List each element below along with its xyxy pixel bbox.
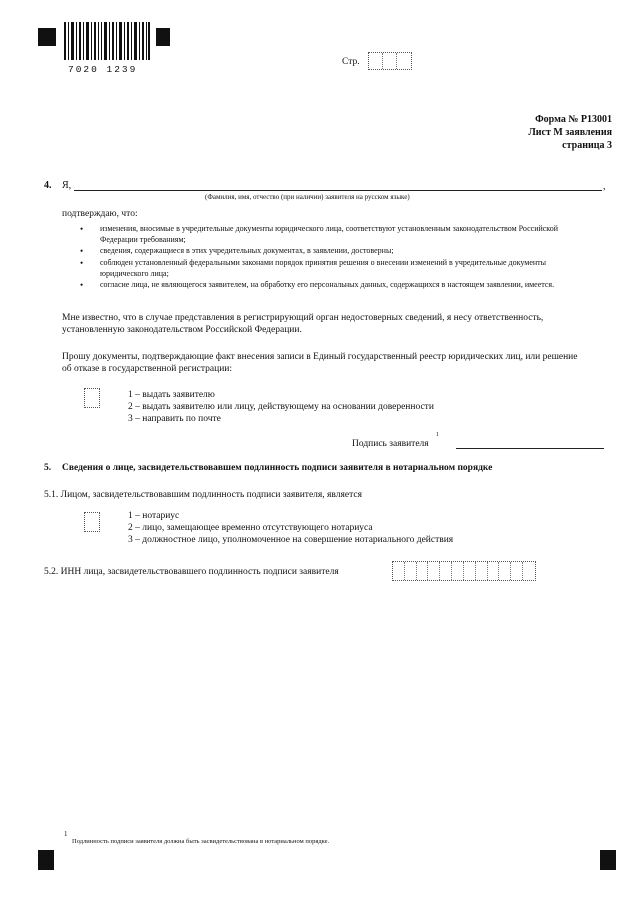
section-5-title: Сведения о лице, засвидетельствовавшем подлинность подписи заявителя в нотариальном порядке bbox=[62, 463, 493, 473]
footnote-text: Подлинность подписи заявителя должна быть засвидетельствована в нотариальном порядке. bbox=[72, 838, 330, 845]
notary-type-field[interactable] bbox=[84, 512, 100, 532]
bullet-marker: • bbox=[80, 246, 84, 256]
signature-label: Подпись заявителя bbox=[352, 439, 429, 449]
page-label: Стр. bbox=[342, 57, 360, 67]
bullet-marker: • bbox=[80, 280, 84, 290]
section-4-ya: Я, bbox=[62, 180, 72, 191]
issue-option-3: 3 – направить по почте bbox=[128, 414, 221, 424]
corner-marker-top-left bbox=[38, 28, 56, 46]
notary-inn-field[interactable] bbox=[392, 561, 536, 581]
confirm-bullet-4: согласие лица, не являющегося заявителем, на обработку его персональных данных, содержащихся в настоящем заявлении, имеется. bbox=[100, 280, 555, 289]
issue-option-1: 1 – выдать заявителю bbox=[128, 390, 215, 400]
applicant-name-field[interactable] bbox=[74, 190, 602, 191]
bullet-marker: • bbox=[80, 224, 84, 234]
footnote-mark: 1 bbox=[64, 830, 68, 838]
section-4-number: 4. bbox=[44, 180, 52, 191]
confirm-bullet-3: соблюден установленный федеральными законами порядок принятия решения о внесении изменений в учредительные документы юридического лица; bbox=[100, 258, 547, 278]
sheet-title: Лист М заявления bbox=[528, 127, 612, 138]
name-field-comma: , bbox=[603, 181, 606, 192]
corner-marker-bottom-right bbox=[600, 850, 616, 870]
confirm-bullet-2: сведения, содержащиеся в этих учредительных документах, в заявлении, достоверны; bbox=[100, 246, 394, 255]
barcode-number: 7020 1239 bbox=[68, 64, 138, 75]
notary-option-2: 2 – лицо, замещающее временно отсутствующего нотариуса bbox=[128, 523, 373, 533]
sheet-page: страница 3 bbox=[562, 140, 612, 151]
section-5-number: 5. bbox=[44, 463, 52, 473]
page-number-field[interactable] bbox=[368, 52, 412, 70]
notary-type-label: 5.1. Лицом, засвидетельствовавшим подлинность подписи заявителя, является bbox=[44, 490, 362, 500]
notary-option-1: 1 – нотариус bbox=[128, 511, 180, 521]
confirm-bullet-1: изменения, вносимые в учредительные документы юридического лица, соответствуют установленным законодательством Российской Федерации требованиям; bbox=[100, 224, 559, 244]
notary-option-3: 3 – должностное лицо, уполномоченное на совершение нотариального действия bbox=[128, 535, 454, 545]
barcode bbox=[64, 22, 150, 60]
signature-footnote-mark: 1 bbox=[436, 432, 439, 438]
responsibility-text: Мне известно, что в случае представления в регистрирующий орган недостоверных сведений, я несу ответственность, установленную законодательством Российской Федерации. bbox=[62, 313, 544, 335]
signature-field[interactable] bbox=[456, 448, 604, 449]
corner-marker-bottom-left bbox=[38, 850, 54, 870]
name-field-hint: (Фамилия, имя, отчество (при наличии) заявителя на русском языке) bbox=[205, 193, 410, 201]
corner-marker-top-right bbox=[156, 28, 170, 46]
issue-method-field[interactable] bbox=[84, 388, 100, 408]
form-number: Форма № Р13001 bbox=[535, 114, 612, 125]
notary-inn-label: 5.2. ИНН лица, засвидетельствовавшего подлинность подписи заявителя bbox=[44, 567, 339, 577]
bullet-marker: • bbox=[80, 258, 84, 268]
request-text: Прошу документы, подтверждающие факт внесения записи в Единый государственный реестр юридических лиц, или решение об отказе в государственной регистрации: bbox=[62, 352, 578, 374]
confirm-intro: подтверждаю, что: bbox=[62, 209, 138, 219]
issue-option-2: 2 – выдать заявителю или лицу, действующему на основании доверенности bbox=[128, 402, 434, 412]
